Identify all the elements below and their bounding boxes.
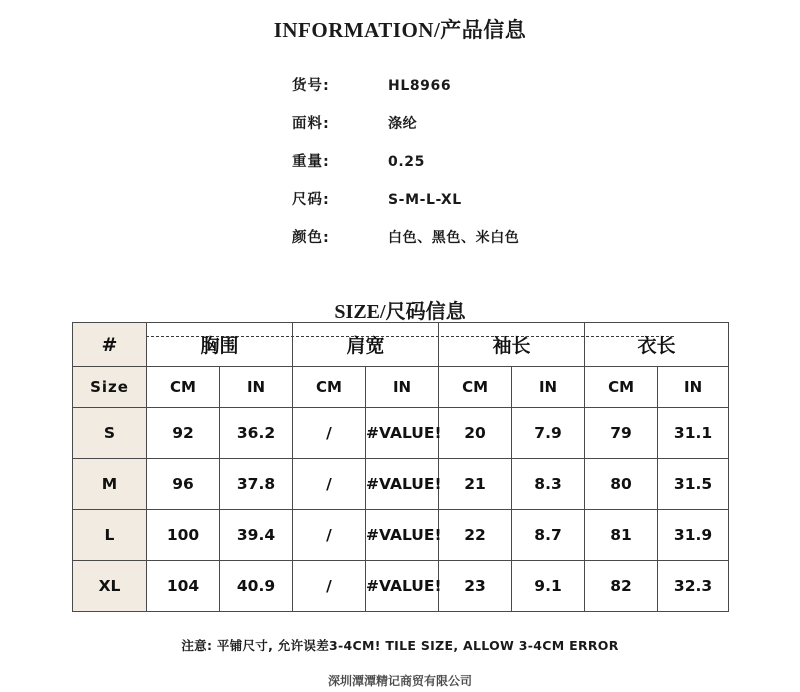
product-info-page bbox=[0, 14, 800, 692]
size-table bbox=[72, 322, 729, 612]
cell-bust-in: 37.8 bbox=[220, 459, 293, 510]
cell-bust-in: 39.4 bbox=[220, 510, 293, 561]
table-header-row-primary bbox=[73, 323, 729, 367]
header-length: 衣长 bbox=[585, 323, 729, 367]
information-heading: INFORMATION/产品信息 bbox=[273, 18, 527, 42]
cell-shoulder-cm: / bbox=[293, 561, 366, 612]
cell-length-in: 32.3 bbox=[658, 561, 729, 612]
cell-bust-cm: 96 bbox=[147, 459, 220, 510]
table-header-row-units bbox=[73, 367, 729, 408]
cell-bust-cm: 100 bbox=[147, 510, 220, 561]
header-shoulder-in: IN bbox=[366, 367, 439, 408]
information-list bbox=[0, 74, 800, 247]
table-row bbox=[73, 561, 729, 612]
row-size-label: XL bbox=[73, 561, 147, 612]
cell-sleeve-in: 9.1 bbox=[512, 561, 585, 612]
cell-length-cm: 82 bbox=[585, 561, 658, 612]
info-value: HL8966 bbox=[388, 78, 452, 94]
cell-bust-in: 40.9 bbox=[220, 561, 293, 612]
header-hash: # bbox=[73, 323, 147, 367]
header-shoulder-cm: CM bbox=[293, 367, 366, 408]
cell-shoulder-in: #VALUE! bbox=[366, 459, 439, 510]
cell-length-cm: 81 bbox=[585, 510, 658, 561]
cell-sleeve-cm: 21 bbox=[439, 459, 512, 510]
table-row bbox=[73, 459, 729, 510]
info-label: 货号: bbox=[292, 78, 330, 94]
header-length-in: IN bbox=[658, 367, 729, 408]
table-row bbox=[73, 408, 729, 459]
cell-length-in: 31.9 bbox=[658, 510, 729, 561]
header-sleeve: 袖长 bbox=[439, 323, 585, 367]
cell-shoulder-in: #VALUE! bbox=[366, 561, 439, 612]
info-value: S-M-L-XL bbox=[388, 192, 462, 208]
cell-shoulder-cm: / bbox=[293, 408, 366, 459]
cell-bust-cm: 92 bbox=[147, 408, 220, 459]
row-size-label: M bbox=[73, 459, 147, 510]
cell-length-cm: 80 bbox=[585, 459, 658, 510]
cell-shoulder-in: #VALUE! bbox=[366, 408, 439, 459]
info-row-fabric bbox=[0, 112, 800, 133]
cell-length-in: 31.1 bbox=[658, 408, 729, 459]
header-shoulder: 肩宽 bbox=[293, 323, 439, 367]
cell-sleeve-cm: 22 bbox=[439, 510, 512, 561]
header-sleeve-in: IN bbox=[512, 367, 585, 408]
size-table-wrapper bbox=[72, 322, 728, 612]
company-name: 深圳潭潭精记商贸有限公司 bbox=[327, 674, 472, 688]
cell-sleeve-in: 8.3 bbox=[512, 459, 585, 510]
measurement-note: 注意: 平铺尺寸, 允许误差3-4CM! TILE SIZE, ALLOW 3-4CM ERROR bbox=[181, 638, 619, 653]
header-length-cm: CM bbox=[585, 367, 658, 408]
cell-length-in: 31.5 bbox=[658, 459, 729, 510]
info-value: 0.25 bbox=[388, 154, 425, 170]
info-row-weight bbox=[0, 150, 800, 171]
info-value: 白色、黑色、米白色 bbox=[388, 230, 520, 246]
cell-length-cm: 79 bbox=[585, 408, 658, 459]
header-bust-cm: CM bbox=[147, 367, 220, 408]
row-size-label: S bbox=[73, 408, 147, 459]
info-row-sizes bbox=[0, 188, 800, 209]
cell-sleeve-cm: 23 bbox=[439, 561, 512, 612]
header-size-word: Size bbox=[73, 367, 147, 408]
info-value: 涤纶 bbox=[388, 116, 418, 132]
cell-sleeve-in: 8.7 bbox=[512, 510, 585, 561]
cell-sleeve-cm: 20 bbox=[439, 408, 512, 459]
header-bust: 胸围 bbox=[147, 323, 293, 367]
info-label: 面料: bbox=[292, 116, 330, 132]
cell-sleeve-in: 7.9 bbox=[512, 408, 585, 459]
cell-shoulder-in: #VALUE! bbox=[366, 510, 439, 561]
cell-bust-cm: 104 bbox=[147, 561, 220, 612]
cell-shoulder-cm: / bbox=[293, 510, 366, 561]
info-label: 重量: bbox=[292, 154, 330, 170]
info-label: 颜色: bbox=[292, 230, 330, 246]
size-heading: SIZE/尺码信息 bbox=[334, 301, 466, 323]
cell-shoulder-cm: / bbox=[293, 459, 366, 510]
row-size-label: L bbox=[73, 510, 147, 561]
info-label: 尺码: bbox=[292, 192, 330, 208]
info-row-item-number bbox=[0, 74, 800, 95]
cell-bust-in: 36.2 bbox=[220, 408, 293, 459]
info-row-colors bbox=[0, 226, 800, 247]
header-bust-in: IN bbox=[220, 367, 293, 408]
table-row bbox=[73, 510, 729, 561]
header-sleeve-cm: CM bbox=[439, 367, 512, 408]
